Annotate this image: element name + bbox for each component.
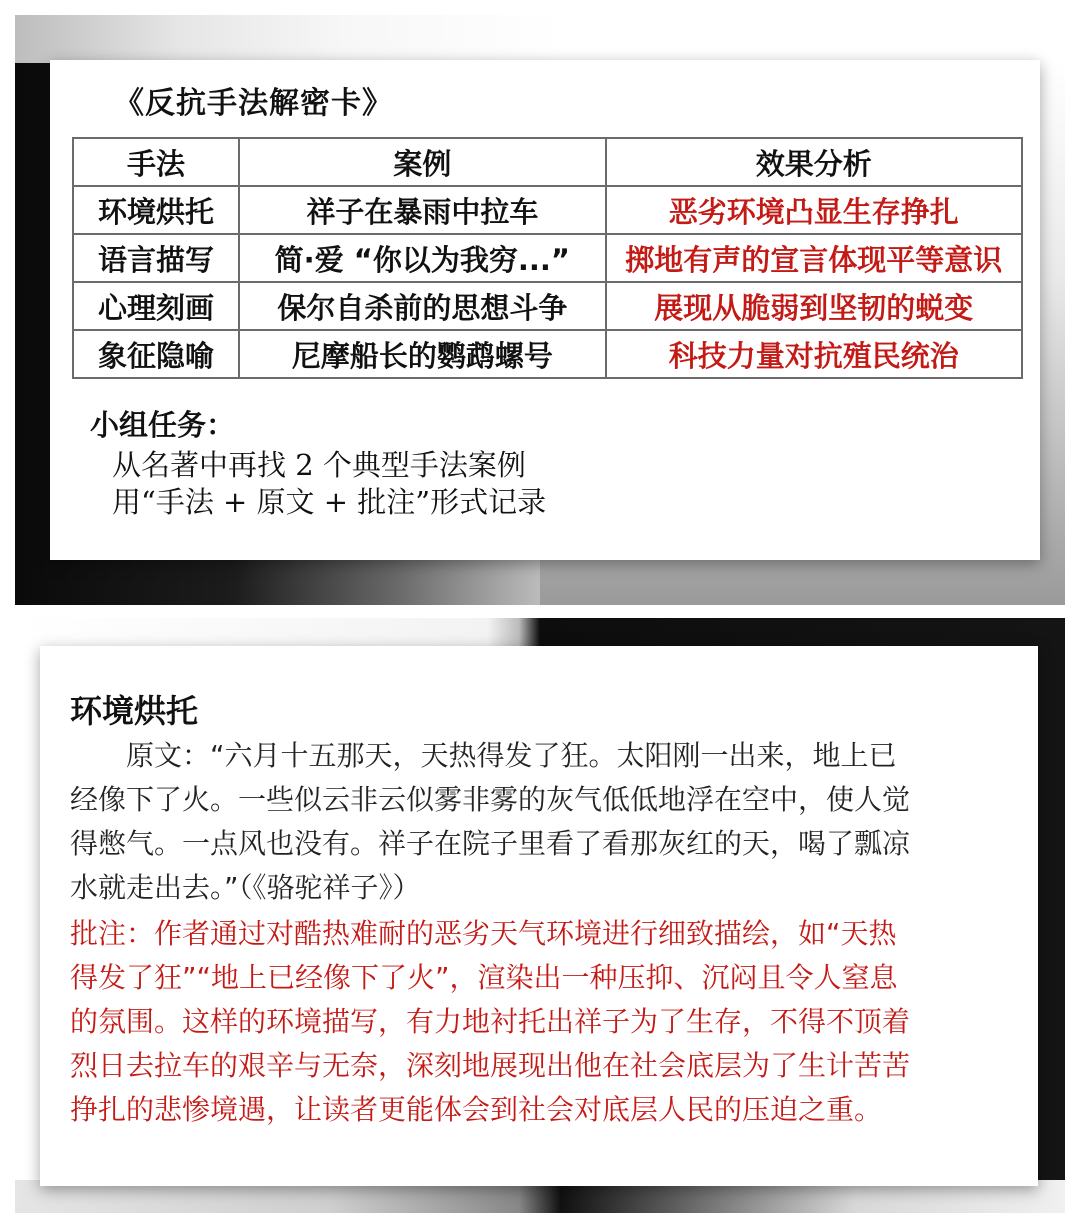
- section-title: 环境烘托: [70, 692, 199, 730]
- table-row: [73, 330, 1022, 378]
- text-line: 批注：作者通过对酷热难耐的恶劣天气环境进行细致描绘，如“天热: [70, 917, 897, 950]
- text-line: 经像下了火。一些似云非云似雾非雾的灰气低低地浮在空中，使人觉: [70, 783, 911, 816]
- cell-effect: 恶劣环境凸显生存挣扎: [606, 186, 1022, 234]
- text-line: 得发了狂”“地上已经像下了火”，渲染出一种压抑、沉闷且令人窒息: [70, 961, 898, 994]
- table-row: [73, 234, 1022, 282]
- card-title: 《反抗手法解密卡》: [114, 86, 393, 121]
- header-effect: 效果分析: [606, 138, 1022, 186]
- cell-effect: 展现从脆弱到坚韧的蜕变: [606, 282, 1022, 330]
- cell-technique: 象征隐喻: [73, 330, 239, 378]
- text-line: 原文：“六月十五那天，天热得发了狂。太阳刚一出来，地上已: [70, 739, 897, 772]
- header-example: 案例: [239, 138, 606, 186]
- technique-card: [50, 60, 1040, 560]
- technique-table: [72, 137, 1023, 379]
- text-line: 的氛围。这样的环境描写，有力地衬托出祥子为了生存，不得不顶着: [70, 1005, 911, 1038]
- example-card: [40, 646, 1038, 1186]
- card1-backdrop-top: [15, 15, 563, 63]
- original-text: [70, 734, 1000, 910]
- group-task-line: 用“手法 + 原文 + 批注”形式记录: [112, 485, 547, 519]
- cell-technique: 心理刻画: [73, 282, 239, 330]
- cell-example: 祥子在暴雨中拉车: [239, 186, 606, 234]
- cell-example: 尼摩船长的鹦鹉螺号: [239, 330, 606, 378]
- cell-example: 简·爱 “你以为我穷...”: [239, 234, 606, 282]
- group-task-title: 小组任务：: [90, 408, 236, 442]
- text-line: 挣扎的悲惨境遇，让读者更能体会到社会对底层人民的压迫之重。: [70, 1093, 883, 1126]
- table-row: [73, 186, 1022, 234]
- text-line: 烈日去拉车的艰辛与无奈，深刻地展现出他在社会底层为了生计苦苦: [70, 1049, 911, 1082]
- cell-effect: 掷地有声的宣言体现平等意识: [606, 234, 1022, 282]
- table-row: [73, 282, 1022, 330]
- cell-technique: 语言描写: [73, 234, 239, 282]
- cell-effect: 科技力量对抗殖民统治: [606, 330, 1022, 378]
- table-header-row: [73, 138, 1022, 186]
- annotation-text: [70, 912, 1000, 1132]
- text-line: 得憋气。一点风也没有。祥子在院子里看了看那灰红的天，喝了瓢凉: [70, 827, 911, 860]
- cell-technique: 环境烘托: [73, 186, 239, 234]
- group-task-line: 从名著中再找 2 个典型手法案例: [112, 448, 526, 482]
- cell-example: 保尔自杀前的思想斗争: [239, 282, 606, 330]
- text-line: 水就走出去。”（《骆驼祥子》）: [70, 871, 421, 904]
- header-technique: 手法: [73, 138, 239, 186]
